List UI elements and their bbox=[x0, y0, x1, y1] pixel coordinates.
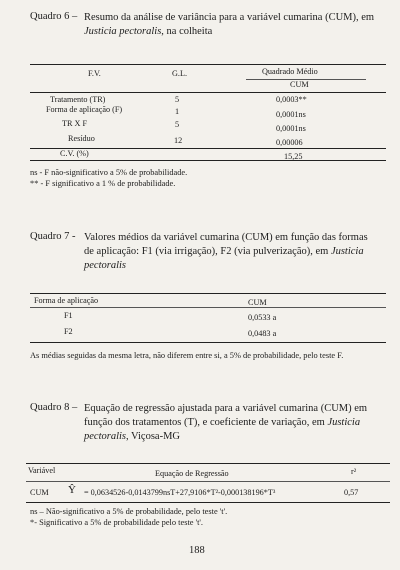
q6-row-qm: 0,0003** bbox=[276, 95, 307, 104]
q8-caption-rest: , Viçosa-MG bbox=[126, 431, 181, 442]
q8-caption-line1: Equação de regressão ajustada para a variável cumarina (CUM) em bbox=[84, 403, 368, 414]
q8-row-r2: 0,57 bbox=[344, 488, 359, 497]
q7-caption-pre: de aplicação: F1 (via irrigação), F2 (via pulverização), em bbox=[84, 246, 331, 257]
q8-row-variavel: CUM bbox=[30, 488, 49, 497]
q8-caption-pre: função dos tratamentos (T), e coeficiente de variação, em bbox=[84, 417, 328, 428]
q8-caption-genus: Justicia bbox=[327, 417, 361, 428]
q6-row-fv: TR X F bbox=[62, 119, 88, 128]
q7-caption-line3 bbox=[84, 259, 126, 273]
q6-caption-species: Justicia pectoralis bbox=[84, 26, 162, 37]
q8-header-r2: r² bbox=[351, 467, 357, 476]
q6-caption-line2 bbox=[84, 25, 212, 39]
q8-note: *- Significativo a 5% de probabilidade pelo teste 't'. bbox=[30, 518, 204, 527]
q7-note: As médias seguidas da mesma letra, não diferem entre si, a 5% de probabilidade, pelo teste F. bbox=[30, 351, 344, 360]
q8-caption-line2 bbox=[84, 416, 394, 430]
q6-note: ** - F significativo a 1 % de probabilidade. bbox=[30, 179, 176, 188]
q6-note: ns - F não-significativo a 5% de probabilidade. bbox=[30, 168, 188, 177]
q6-header-cum: CUM bbox=[290, 80, 309, 89]
q7-top-rule bbox=[30, 293, 386, 294]
q8-label: Quadro 8 – bbox=[30, 402, 78, 413]
q8-caption-species: pectoralis bbox=[84, 431, 126, 442]
q7-row-cum: 0,0483 a bbox=[248, 329, 277, 338]
q7-header-forma: Forma de aplicação bbox=[34, 296, 99, 305]
q8-caption-line3 bbox=[84, 430, 180, 444]
q7-caption-line2 bbox=[84, 245, 394, 259]
q6-header-rule bbox=[30, 92, 386, 93]
page-number: 188 bbox=[189, 545, 205, 556]
q7-header-cum: CUM bbox=[248, 298, 267, 307]
q7-bottom-rule bbox=[30, 342, 386, 343]
q8-header-equacao: Equação de Regressão bbox=[155, 469, 229, 478]
q8-header-variavel: Variável bbox=[28, 466, 56, 475]
q6-header-qm: Quadrado Médio bbox=[262, 67, 318, 76]
q6-row-fv: Tratamento (TR) bbox=[50, 95, 106, 104]
q8-header-rule bbox=[26, 481, 390, 482]
q6-header-gl: G.L. bbox=[172, 69, 188, 78]
q6-caption-line1: Resumo da análise de variância para a variável cumarina (CUM), em bbox=[84, 12, 375, 23]
q6-cv-label: C.V. (%) bbox=[60, 149, 89, 158]
q6-row-qm: 0,0001ns bbox=[276, 124, 306, 133]
q6-bottom-rule bbox=[30, 160, 386, 161]
q6-row-fv: Resíduo bbox=[68, 134, 95, 143]
q7-caption-species: pectoralis bbox=[84, 260, 126, 271]
q6-row-gl: 1 bbox=[175, 107, 180, 116]
q8-row-equacao: = 0,0634526-0,0143799nsT+27,9106*T²-0,000138196*T³ bbox=[84, 488, 276, 497]
q7-row-forma: F1 bbox=[64, 311, 73, 320]
q6-caption-rest: , na colheita bbox=[161, 26, 213, 37]
q6-row-qm: 0,0001ns bbox=[276, 110, 306, 119]
q6-row-qm: 0,00006 bbox=[276, 138, 303, 147]
q7-caption-line1: Valores médios da variável cumarina (CUM) em função das formas bbox=[84, 232, 368, 243]
q7-label: Quadro 7 - bbox=[30, 231, 76, 242]
q6-top-rule bbox=[30, 64, 386, 65]
q8-top-rule bbox=[26, 463, 390, 464]
q6-cv-value: 15,25 bbox=[284, 152, 303, 161]
q7-caption-genus: Justicia bbox=[330, 246, 364, 257]
q7-row-cum: 0,0533 a bbox=[248, 313, 277, 322]
q6-row-gl: 5 bbox=[175, 120, 180, 129]
q8-note: ns – Não-significativo a 5% de probabilidade, pelo teste 't'. bbox=[30, 507, 228, 516]
q8-bottom-rule bbox=[26, 502, 390, 503]
q6-row-gl: 5 bbox=[175, 95, 180, 104]
q8-row-yhat: Ŷ bbox=[68, 484, 76, 496]
q7-row-forma: F2 bbox=[64, 327, 73, 336]
q6-row-fv: Forma de aplicação (F) bbox=[46, 105, 123, 114]
q6-header-fv: F.V. bbox=[88, 69, 101, 78]
q6-label: Quadro 6 – bbox=[30, 11, 78, 22]
q6-row-gl: 12 bbox=[174, 136, 183, 145]
q7-header-rule bbox=[30, 307, 386, 308]
